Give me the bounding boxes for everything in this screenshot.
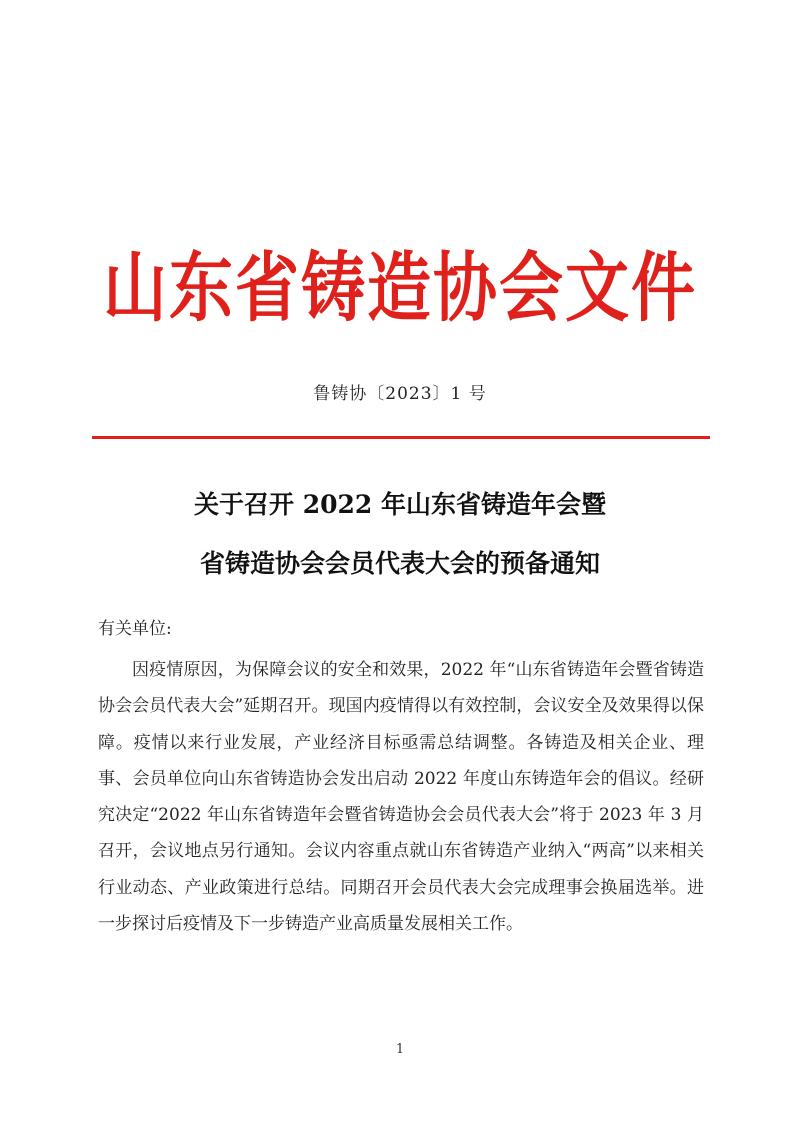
body-paragraph: 因疫情原因，为保障会议的安全和效果，2022 年“山东省铸造年会暨省铸造协会会员代表大会”延期召开。现国内疫情得以有效控制，会议安全及效果得以保障。疫情以来行业发展，产业经济目标亟需总结调整。各铸造及相关企业、理事、会员单位向山东省铸造协会发出启动 2022 年度山东铸造年会的倡议。经研究决定“2022 年山东省铸造年会暨省铸造协会会员代表大会”将于 2023 年 3 月召开，会议地点另行通知。会议内容重点就山东省铸造产业纳入“两高”以来相关行业动态、产业政策进行总结。同期召开会员代表大会完成理事会换届选举。进一步探讨后疫情及下一步铸造产业高质量发展相关工作。 (98, 660, 704, 935)
page-number: 1 (395, 1042, 405, 1057)
red-divider-line (92, 436, 710, 439)
notice-title-line-2: 省铸造协会会员代表大会的预备通知 (199, 549, 600, 578)
document-number: 鲁铸协〔2023〕1 号 (313, 384, 487, 404)
masthead-title: 山东省铸造协会文件 (103, 245, 697, 333)
salutation: 有关单位: (98, 619, 172, 639)
notice-title-line-1: 关于召开 2022 年山东省铸造年会暨 (194, 490, 606, 519)
